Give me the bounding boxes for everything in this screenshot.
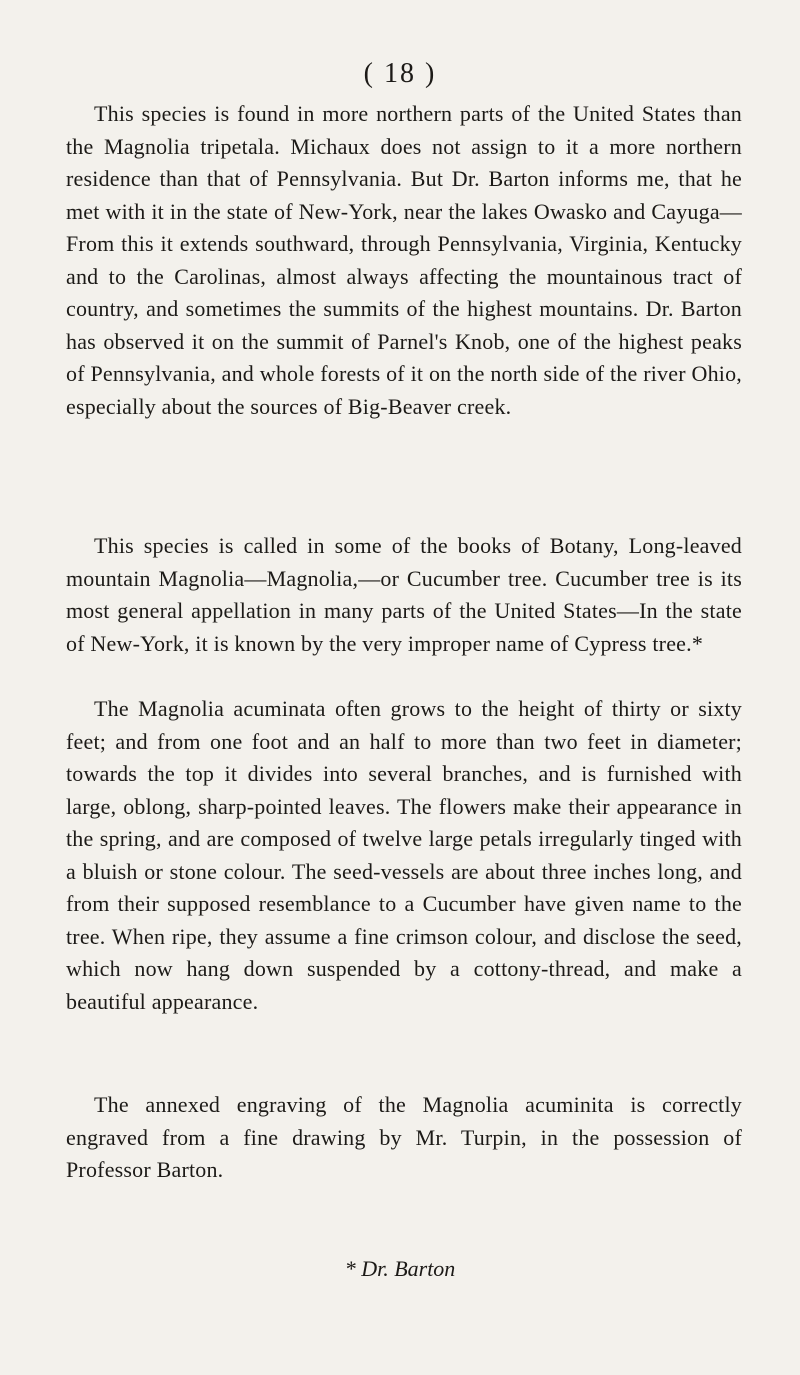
paragraph-4 <box>66 1089 742 1187</box>
paragraph-text: This species is found in more northern parts of the United States than the Magnolia tripetala. Michaux does not assign to it a more northern residence than that of Pennsylvania. But Dr. Barton informs me, that he met with it in the state of New-York, near the lakes Owasko and Cayuga—From this it extends southward, through Pennsylvania, Virginia, Kentucky and to the Carolinas, almost always affecting the mountainous tract of country, and sometimes the summits of the highest mountains. Dr. Barton has observed it on the summit of Parnel's Knob, one of the highest peaks of Pennsylvania, and whole forests of it on the north side of the river Ohio, especially about the sources of Big-Beaver creek. <box>66 101 742 419</box>
paragraph-2 <box>66 530 742 660</box>
page-number: ( 18 ) <box>363 58 437 89</box>
paragraph-text: The Magnolia acuminata often grows to the height of thirty or sixty feet; and from one foot and an half to more than two feet in diameter; towards the top it divides into several branches, and is furnished with large, oblong, sharp-pointed leaves. The flowers make their appearance in the spring, and are composed of twelve large petals irregularly tinged with a bluish or stone colour. The seed-vessels are about three inches long, and from their supposed resemblance to a Cucumber have given name to the tree. When ripe, they assume a fine crimson colour, and disclose the seed, which now hang down suspended by a cottony-thread, and make a beautiful appearance. <box>66 696 742 1014</box>
paragraph-3 <box>66 693 742 1018</box>
paragraph-text: This species is called in some of the books of Botany, Long-leaved mountain Magnolia—Magnolia,—or Cucumber tree. Cucumber tree is its most general appellation in many parts of the United States—In the state of New-York, it is known by the very improper name of Cypress tree.* <box>66 533 742 656</box>
paragraph-text: The annexed engraving of the Magnolia acuminita is correctly engraved from a fine drawing by Mr. Turpin, in the possession of Professor Barton. <box>66 1092 742 1182</box>
footnote: * Dr. Barton <box>344 1256 456 1281</box>
paragraph-1 <box>66 98 742 423</box>
